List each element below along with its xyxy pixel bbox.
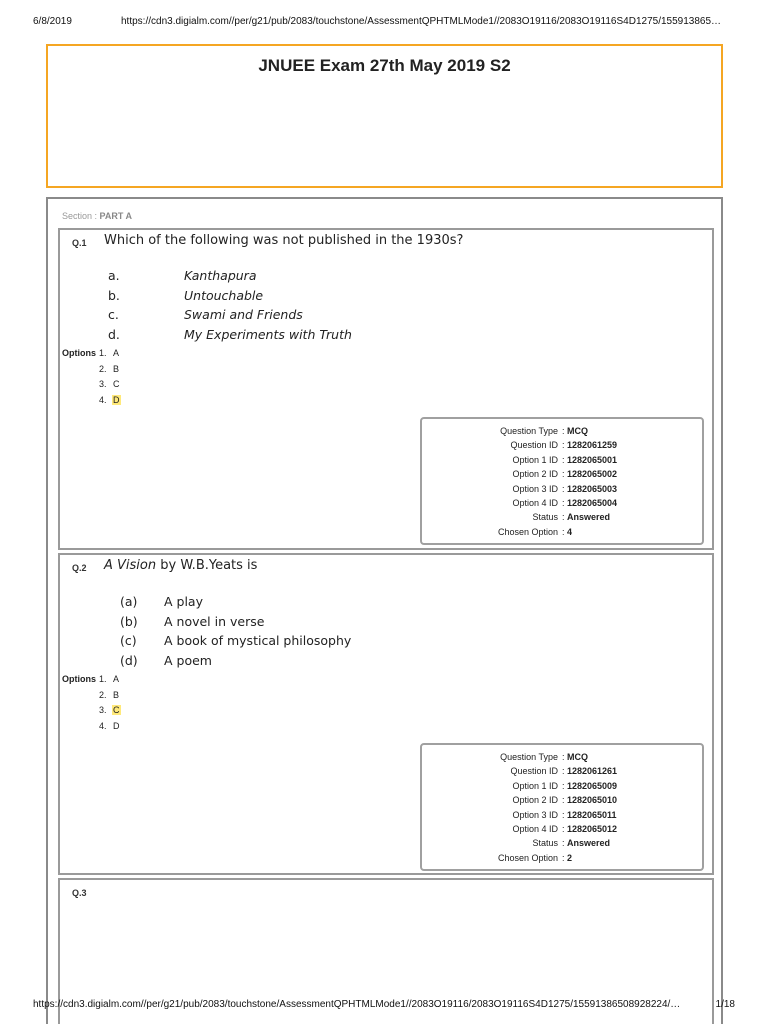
option-row: 4. D	[99, 720, 120, 731]
question-text: A Vision by W.B.Yeats is	[104, 558, 258, 573]
question-card-1	[58, 228, 714, 550]
question-meta-panel	[420, 417, 704, 545]
question-number: Q.2	[72, 563, 87, 573]
meta-row: Option 1 ID : 1282065009	[512, 780, 618, 791]
meta-row: Option 3 ID : 1282065011	[512, 809, 617, 820]
meta-row: Question ID : 1282061261	[510, 766, 618, 777]
choice-d: (d) A poem	[120, 652, 212, 668]
meta-row: Option 4 ID : 1282065004	[512, 497, 618, 508]
meta-row: Option 2 ID : 1282065002	[512, 469, 618, 480]
print-date: 6/8/2019	[33, 16, 72, 27]
section-container	[46, 197, 723, 1024]
choice-c: c. Swami and Friends	[108, 307, 303, 322]
option-row-selected: 4. D	[99, 394, 120, 405]
selected-option-highlight: C	[113, 705, 120, 715]
question-number: Q.3	[72, 888, 87, 898]
meta-row: Option 1 ID : 1282065001	[512, 454, 618, 465]
option-row: Options 1. A	[62, 348, 120, 358]
exam-title-box	[46, 44, 723, 188]
question-text: Which of the following was not published in the 1930s?	[104, 233, 464, 248]
print-url: https://cdn3.digialm.com//per/g21/pub/2083/touchstone/AssessmentQPHTMLMode1//2083O19116/2083O19116S4D1275/155913865…	[121, 16, 722, 27]
option-row-selected: 3. C	[99, 705, 120, 715]
question-meta-panel	[420, 743, 704, 871]
option-row: 2. B	[99, 689, 120, 700]
page-number: 1/18	[715, 999, 735, 1010]
selected-option-highlight: D	[113, 394, 120, 405]
meta-row: Option 3 ID : 1282065003	[512, 483, 618, 494]
meta-row: Question Type : MCQ	[500, 752, 588, 762]
meta-row: Chosen Option : 2	[497, 852, 573, 863]
meta-row: Chosen Option : 4	[497, 526, 573, 537]
meta-row: Option 2 ID : 1282065010	[512, 795, 618, 806]
question-card-2	[58, 553, 714, 875]
option-row: 3. C	[99, 379, 120, 389]
meta-row: Question Type : MCQ	[500, 426, 588, 436]
option-row: 2. B	[99, 363, 120, 374]
choice-a: (a) A play	[120, 594, 203, 609]
choice-a: a. Kanthapura	[108, 268, 257, 283]
choice-b: b. Untouchable	[108, 287, 264, 303]
section-name: PART A	[99, 211, 133, 221]
footer-url: https://cdn3.digialm.com//per/g21/pub/2083/touchstone/AssessmentQPHTMLMode1//2083O19116/2083O19116S4D1275/15591386508928224/…	[33, 999, 681, 1010]
meta-row: Status : Answered	[532, 838, 611, 849]
options-list	[62, 348, 120, 410]
question-choices	[108, 268, 352, 346]
exam-title: JNUEE Exam 27th May 2019 S2	[258, 56, 511, 75]
meta-row: Question ID : 1282061259	[510, 440, 618, 451]
meta-row: Option 4 ID : 1282065012	[512, 823, 618, 834]
meta-row: Status : Answered	[532, 512, 611, 523]
option-row: Options 1. A	[62, 674, 120, 684]
print-header	[33, 16, 735, 32]
choice-c: (c) A book of mystical philosophy	[120, 633, 352, 648]
options-list	[62, 674, 120, 736]
choice-d: d. My Experiments with Truth	[108, 326, 352, 342]
print-footer	[33, 999, 735, 1013]
section-label: Section : PART A	[62, 211, 133, 221]
choice-b: (b) A novel in verse	[120, 613, 265, 629]
question-choices	[120, 594, 352, 672]
question-number: Q.1	[72, 238, 87, 248]
